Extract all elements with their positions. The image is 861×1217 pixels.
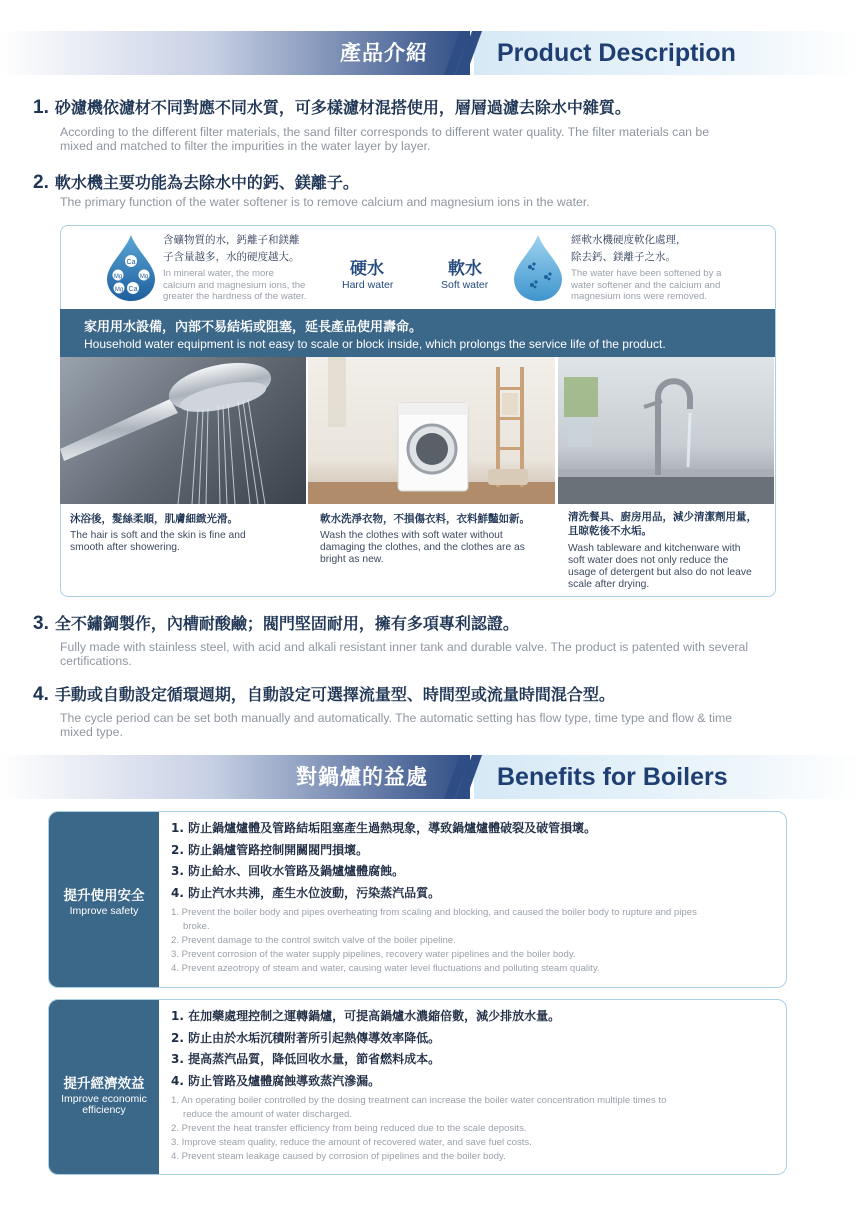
household-benefit-zh: 家用用水設備，內部不易結垢或阻塞，延長產品使用壽命。 xyxy=(84,320,423,335)
soft-water-en-2: water softener and the calcium and xyxy=(571,280,721,291)
household-benefit-bar xyxy=(60,309,775,357)
hard-water-word-en: Hard water xyxy=(342,279,394,291)
improve-economic-box xyxy=(48,999,787,1175)
list-item: 1. 防止鍋爐爐體及管路結垢阻塞產生過熱現象，導致鍋爐爐體破裂及破管損壞。 xyxy=(171,821,597,835)
economic-side-en-2: efficiency xyxy=(82,1104,126,1116)
list-item: 3. Improve steam quality, reduce the amount of recovered water, and save fuel costs. xyxy=(171,1137,532,1148)
list-item: 1. An operating boiler controlled by the dosing treatment can increase the boiler water concentration multiple times to xyxy=(171,1095,667,1106)
list-item: 4. 防止汽水共沸，產生水位波動，污染蒸汽品質。 xyxy=(171,885,441,900)
item-title-text: 軟水機主要功能為去除水中的鈣、鎂離子。 xyxy=(54,173,359,192)
kitchen-caption-en-4: scale after drying. xyxy=(568,579,650,590)
item-1-desc: According to the different filter materials, the sand filter corresponds to different water quality. The filter materials can be mixed and matched to filter the impurities in the water layer by layer. xyxy=(60,125,710,153)
ion-label: Mg xyxy=(139,274,149,280)
safety-side-en: Improve safety xyxy=(69,905,139,917)
item-number: 1. xyxy=(33,97,49,118)
economic-zh-list xyxy=(171,1006,560,1092)
laundry-caption-zh: 軟水洗淨衣物，不損傷衣料，衣料鮮豔如新。 xyxy=(320,513,530,525)
banner-title-zh: 產品介紹 xyxy=(340,41,428,65)
item-title-text: 砂濾機依濾材不同對應不同水質，可多樣濾材混搭使用，層層過濾去除水中雜質。 xyxy=(54,98,631,117)
shower-photo xyxy=(60,357,306,504)
safety-zh-list xyxy=(171,818,596,904)
kitchen-caption-en-3: usage of detergent but also do not leave xyxy=(568,567,752,578)
kitchen-caption-en-1: Wash tableware and kitchenware with xyxy=(568,543,741,554)
list-item: 1. 在加藥處理控制之運轉鍋爐，可提高鍋爐水濃縮倍數，減少排放水量。 xyxy=(171,1009,561,1023)
shower-caption-en-1: The hair is soft and the skin is fine and xyxy=(70,530,246,541)
soft-water-word: 軟水 xyxy=(448,259,482,279)
household-benefit-en: Household water equipment is not easy to scale or block inside, which prolongs the service life of the product. xyxy=(84,337,666,351)
item-4-title xyxy=(33,682,615,706)
hard-water-zh-2: 子含量越多，水的硬度越大。 xyxy=(163,251,300,263)
product-description-banner xyxy=(0,31,861,75)
list-item: 3. Prevent corrosion of the water supply pipelines, recovery water pipelines and the boiler body. xyxy=(171,949,576,960)
list-item: 1. Prevent the boiler body and pipes overheating from scaling and blocking, and caused the boiler body to rupture and pipes xyxy=(171,907,697,918)
item-2-desc: The primary function of the water softener is to remove calcium and magnesium ions in the water. xyxy=(60,195,590,209)
banner-title-en: Product Description xyxy=(497,39,736,67)
benefits-boilers-banner xyxy=(0,755,861,799)
ion-label: Mg xyxy=(114,287,124,293)
list-item: 3. 防止給水、回收水管路及鍋爐爐體腐蝕。 xyxy=(171,864,405,878)
item-number: 3. xyxy=(33,613,49,634)
soft-water-drop-icon xyxy=(510,233,566,303)
list-item: 2. Prevent damage to the control switch valve of the boiler pipeline. xyxy=(171,935,456,946)
list-item: reduce the amount of water discharged. xyxy=(183,1109,353,1120)
arrow-decoration xyxy=(330,257,510,277)
kitchen-caption-en-2: soft water does not only reduce the xyxy=(568,555,729,566)
washing-machine-illustration xyxy=(308,357,555,504)
economic-en-list xyxy=(171,1094,771,1164)
list-item: 4. 防止管路及爐體腐蝕導致蒸汽滲漏。 xyxy=(171,1073,381,1088)
hard-water-en-2: calcium and magnesium ions, the xyxy=(163,280,306,291)
item-title-text: 全不鏽鋼製作，內槽耐酸鹼；閥門堅固耐用，擁有多項專利認證。 xyxy=(54,614,519,633)
laundry-photo xyxy=(308,357,555,504)
kitchen-photo xyxy=(558,357,774,504)
ion-label: Ca xyxy=(128,286,138,293)
list-item: 3. 提高蒸汽品質，降低回收水量，節省燃料成本。 xyxy=(171,1052,441,1066)
safety-en-list xyxy=(171,906,771,976)
kitchen-caption-zh-1: 清洗餐具、廚房用品，減少清潔劑用量， xyxy=(568,511,757,523)
soft-water-en-3: magnesium ions were removed. xyxy=(571,291,707,302)
laundry-caption-en-2: damaging the clothes, and the clothes are as xyxy=(320,542,525,553)
hard-water-en-1: In mineral water, the more xyxy=(163,268,274,279)
item-3-desc: Fully made with stainless steel, with acid and alkali resistant inner tank and durable valve. The product is patented with several certifications. xyxy=(60,640,749,668)
improve-safety-box xyxy=(48,811,787,988)
banner-title-en: Benefits for Boilers xyxy=(497,763,728,791)
economic-side-panel xyxy=(49,1000,159,1174)
hard-water-en-3: greater the hardness of the water. xyxy=(163,291,307,302)
kitchen-caption-zh-2: 且晾乾後不水垢。 xyxy=(568,525,652,537)
soft-water-word-en: Soft water xyxy=(441,279,489,291)
item-number: 4. xyxy=(33,684,49,705)
safety-side-panel xyxy=(49,812,159,987)
item-title-text: 手動或自動設定循環週期，自動設定可選擇流量型、時間型或流量時間混合型。 xyxy=(54,685,615,704)
laundry-caption-en-1: Wash the clothes with soft water without xyxy=(320,530,503,541)
shower-caption-zh: 沐浴後，髮絲柔順，肌膚細緻光滑。 xyxy=(70,513,238,525)
list-item: 2. 防止鍋爐管路控制開關閥門損壞。 xyxy=(171,842,369,857)
soft-water-en-1: The water have been softened by a xyxy=(571,268,722,279)
kitchen-faucet-illustration xyxy=(558,357,774,504)
list-item: 4. Prevent azeotropy of steam and water, causing water level fluctuations and polluting steam quality. xyxy=(171,963,600,974)
ion-label: Ca xyxy=(126,259,136,266)
laundry-caption-en-3: bright as new. xyxy=(320,554,384,565)
item-number: 2. xyxy=(33,172,49,193)
item-1-title xyxy=(33,95,631,119)
list-item: 2. Prevent the heat transfer efficiency from being reduced due to the scale deposits. xyxy=(171,1123,527,1134)
shower-caption-en-2: smooth after showering. xyxy=(70,542,180,553)
soft-water-zh-1: 經軟水機硬度軟化處理， xyxy=(571,234,687,246)
safety-side-zh: 提升使用安全 xyxy=(63,888,145,904)
shower-head-illustration xyxy=(60,357,306,504)
hard-water-drop-icon xyxy=(103,233,159,303)
hard-water-zh-1: 含礦物質的水，鈣離子和鎂離 xyxy=(163,234,300,246)
banner-title-zh: 對鍋爐的益處 xyxy=(296,765,428,789)
list-item: 2. 防止由於水垢沉積附著所引起熱傳導效率降低。 xyxy=(171,1030,441,1045)
item-2-title xyxy=(33,170,359,194)
list-item: broke. xyxy=(183,921,210,932)
hard-water-word: 硬水 xyxy=(350,259,384,279)
item-4-desc: The cycle period can be set both manually and automatically. The automatic setting has flow type, time type and flow & time mixed type. xyxy=(60,711,733,739)
ion-label: Mg xyxy=(113,274,123,280)
economic-side-zh: 提升經濟效益 xyxy=(63,1076,145,1092)
soft-water-zh-2: 除去鈣、鎂離子之水。 xyxy=(571,251,676,263)
item-3-title xyxy=(33,611,519,635)
list-item: 4. Prevent steam leakage caused by corrosion of pipelines and the boiler body. xyxy=(171,1151,506,1162)
economic-side-en-1: Improve economic xyxy=(61,1093,147,1105)
